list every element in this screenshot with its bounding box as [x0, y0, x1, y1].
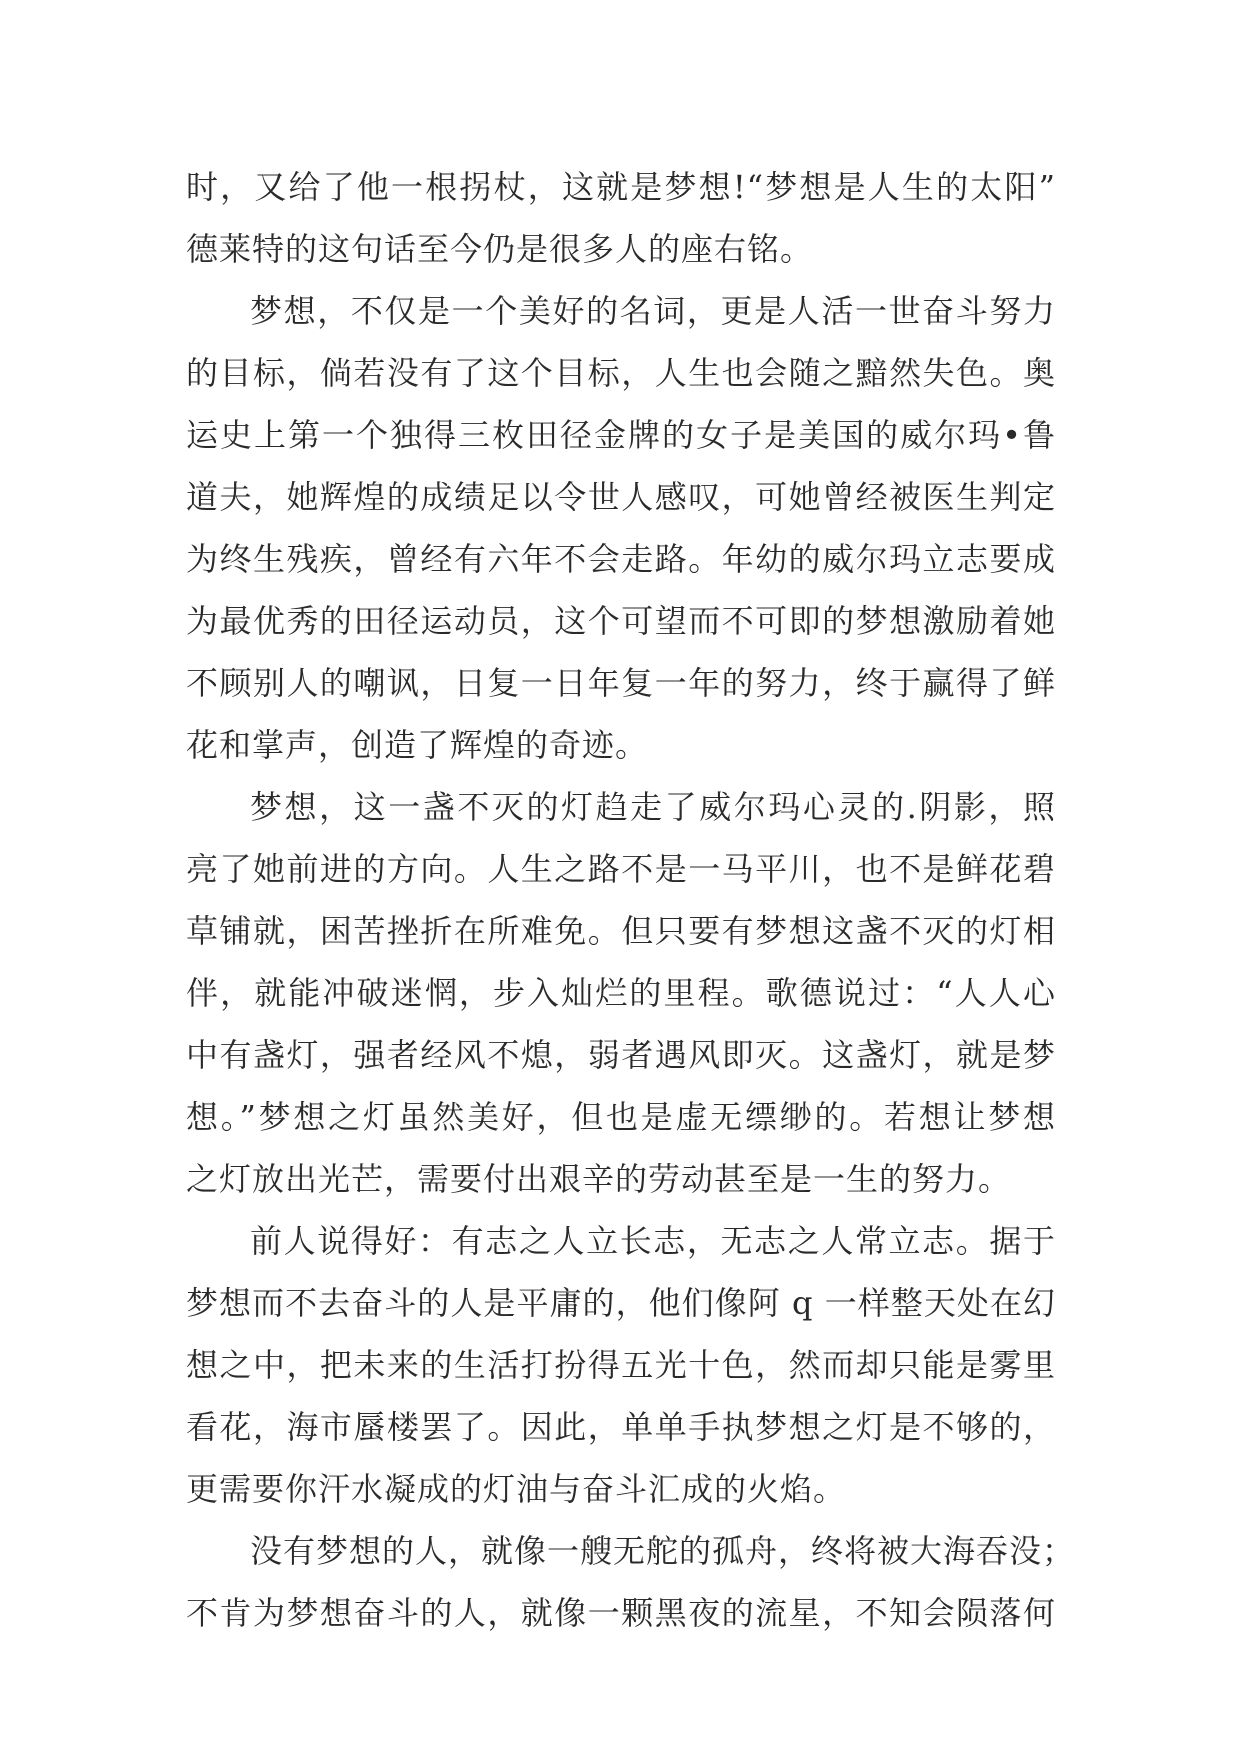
text-line: 看花，海市蜃楼罢了。因此，单单手执梦想之灯是不够的，: [186, 1408, 1056, 1446]
text-line: 想。”梦想之灯虽然美好，但也是虚无缥缈的。若想让梦想: [186, 1098, 1056, 1136]
text-line: 更需要你汗水凝成的灯油与奋斗汇成的火焰。: [186, 1470, 847, 1508]
text-line: 不肯为梦想奋斗的人，就像一颗黑夜的流星，不知会陨落何: [186, 1594, 1056, 1632]
text-line: 亮了她前进的方向。人生之路不是一马平川，也不是鲜花碧: [186, 850, 1056, 888]
text-line: 为终生残疾，曾经有六年不会走路。年幼的威尔玛立志要成: [186, 540, 1056, 578]
text-line: 之灯放出光芒，需要付出艰辛的劳动甚至是一生的努力。: [186, 1160, 1012, 1198]
text-line: 的目标，倘若没有了这个目标，人生也会随之黯然失色。奥: [186, 354, 1056, 392]
text-line: 伴，就能冲破迷惘，步入灿烂的里程。歌德说过：“人人心: [186, 974, 1056, 1012]
text-line: 德莱特的这句话至今仍是很多人的座右铭。: [186, 230, 814, 268]
text-line: 想之中，把未来的生活打扮得五光十色，然而却只能是雾里: [186, 1346, 1056, 1384]
article-body: [186, 156, 1076, 1644]
paragraph-first-line: 梦想，这一盏不灭的灯趋走了威尔玛心灵的.阴影，照: [250, 788, 1056, 826]
text-line: 梦想而不去奋斗的人是平庸的，他们像阿 q 一样整天处在幻: [186, 1284, 1056, 1322]
text-line: 道夫，她辉煌的成绩足以令世人感叹，可她曾经被医生判定: [186, 478, 1056, 516]
text-line: 时，又给了他一根拐杖，这就是梦想!“梦想是人生的太阳”: [186, 168, 1056, 206]
text-line: 不顾别人的嘲讽，日复一日年复一年的努力，终于赢得了鲜: [186, 664, 1056, 702]
text-line: 运史上第一个独得三枚田径金牌的女子是美国的威尔玛•鲁: [186, 416, 1056, 454]
text-line: 草铺就，困苦挫折在所难免。但只要有梦想这盏不灭的灯相: [186, 912, 1056, 950]
paragraph-first-line: 没有梦想的人，就像一艘无舵的孤舟，终将被大海吞没；: [250, 1532, 1076, 1570]
text-line: 花和掌声，创造了辉煌的奇迹。: [186, 726, 649, 764]
paragraph-first-line: 梦想，不仅是一个美好的名词，更是人活一世奋斗努力: [250, 292, 1056, 330]
text-line: 中有盏灯，强者经风不熄，弱者遇风即灭。这盏灯，就是梦: [186, 1036, 1056, 1074]
paragraph-first-line: 前人说得好：有志之人立长志，无志之人常立志。据于: [250, 1222, 1056, 1260]
text-line: 为最优秀的田径运动员，这个可望而不可即的梦想激励着她: [186, 602, 1056, 640]
